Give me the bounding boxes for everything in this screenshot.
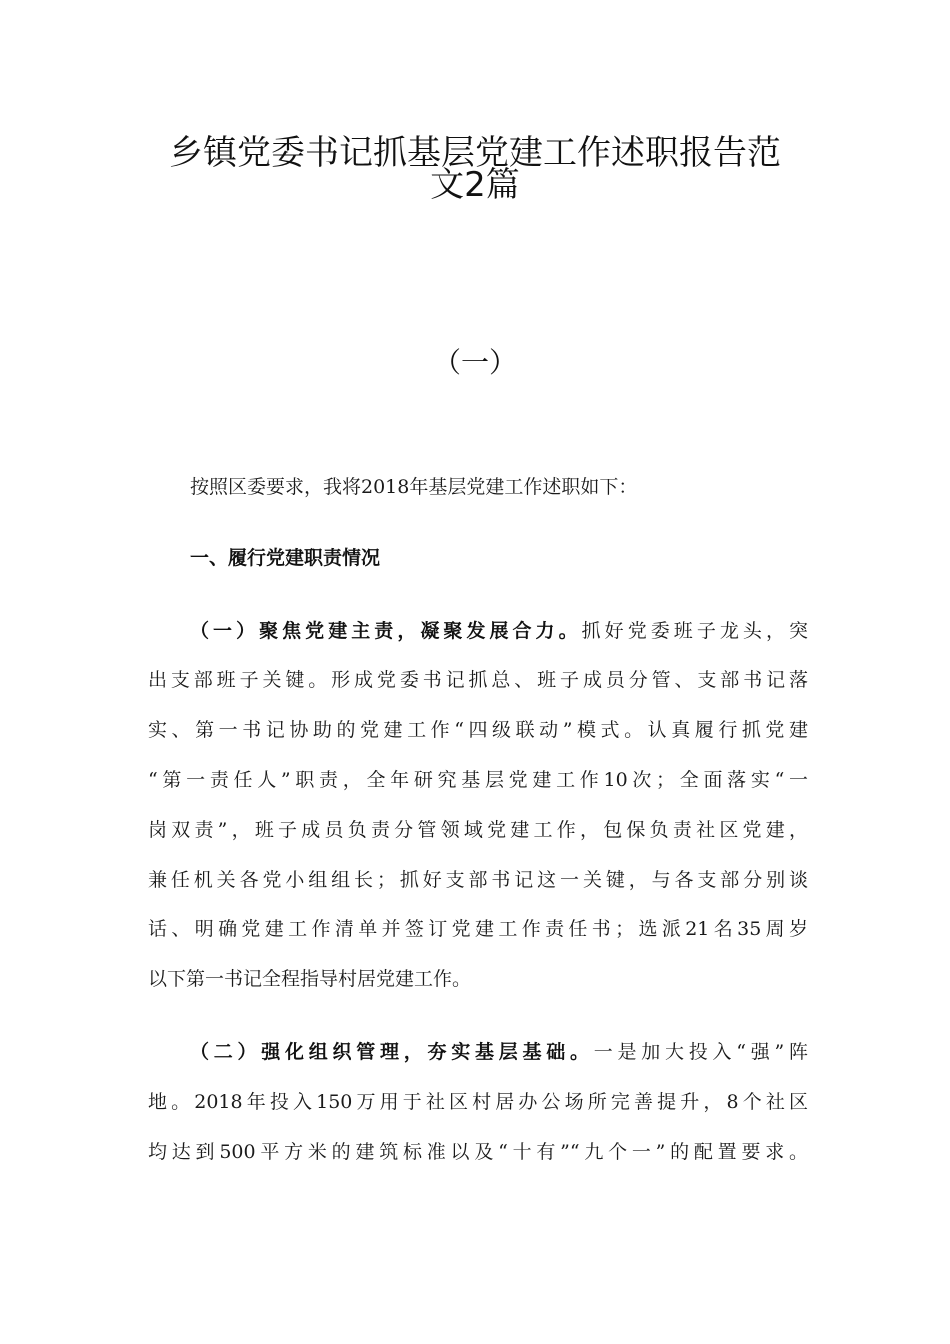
paragraph-2-line-1 [190, 1037, 808, 1067]
paragraph-1-line-last: 以下第一书记全程指导村居党建工作。 [148, 968, 472, 990]
paragraph-1-line: 话、明确党建工作清单并签订党建工作责任书；选派21名35周岁 [148, 918, 808, 940]
paragraph-2-line: 地。2018年投入150万用于社区村居办公场所完善提升，8个社区 [148, 1091, 808, 1113]
paragraph-1-line: 出支部班子关键。形成党委书记抓总、班子成员分管、支部书记落 [148, 669, 808, 691]
paragraph-1-line: “第一责任人”职责，全年研究基层党建工作10次；全面落实“一 [148, 769, 808, 791]
document-title-line-1: 乡镇党委书记抓基层党建工作述职报告范 [169, 133, 781, 173]
paragraph-1-line: 岗双责”，班子成员负责分管领域党建工作，包保负责社区党建， [148, 819, 808, 841]
paragraph-2-lead: （二）强化组织管理，夯实基层基础。 [190, 1041, 594, 1063]
document-title-line-2: 文2篇 [430, 165, 520, 205]
paragraph-2-line-1-rest: 一是加大投入“强”阵 [593, 1041, 808, 1063]
paragraph-1-lead: （一）聚焦党建主责，凝聚发展合力。 [190, 620, 582, 642]
section-heading: 一、履行党建职责情况 [190, 547, 381, 569]
paragraph-2-line: 均达到500平方米的建筑标准以及“十有”“九个一”的配置要求。 [148, 1141, 808, 1163]
paragraph-1-line: 实、第一书记协助的党建工作“四级联动”模式。认真履行抓党建 [148, 719, 808, 741]
intro-paragraph: 按照区委要求，我将2018年基层党建工作述职如下： [190, 476, 638, 498]
paragraph-1-line: 兼任机关各党小组组长；抓好支部书记这一关键，与各支部分别谈 [148, 869, 808, 891]
paragraph-1-line-1 [190, 616, 808, 646]
paragraph-1-line-1-rest: 抓好党委班子龙头，突 [581, 620, 808, 642]
part-marker: （一） [432, 346, 517, 379]
